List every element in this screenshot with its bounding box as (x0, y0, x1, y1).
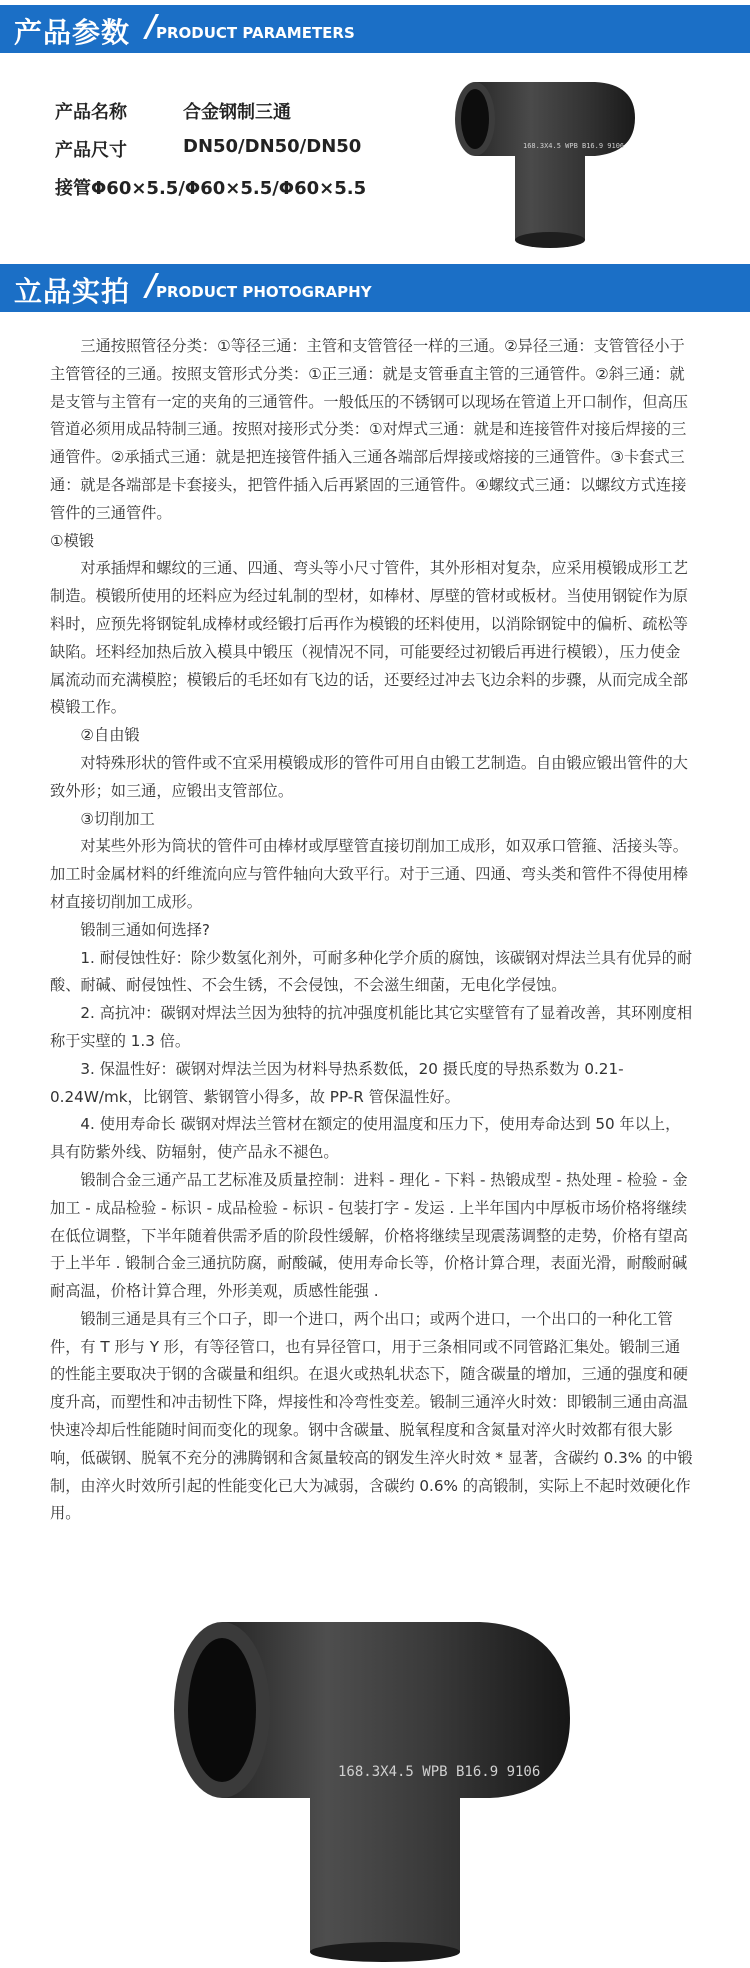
banner-slash: / (146, 268, 157, 303)
paragraph: 1. 耐侵蚀性好：除少数氢化剂外，可耐多种化学介质的腐蚀，该碳钢对焊法兰具有优异的耐酸、耐碱、耐侵蚀性、不会生锈，不会侵蚀，不会滋生细菌，无电化学侵蚀。 (50, 948, 693, 995)
banner-title-cn: 立品实拍 (14, 275, 131, 308)
paragraph: 三通按照管径分类：①等径三通：主管和支管管径一样的三通。②异径三通：支管管径小于主管管径的三通。按照支管形式分类：①正三通：就是支管垂直主管的三通管件。②斜三通：就是支管与主管有一定的夹角的三通管件。一般低压的不锈钢可以现场在管道上开口制作，但高压管道必须用成品特制三通。按照对接形式分类：①对焊式三通：就是和连接管件对接后焊接的三通管件。②承插式三通：就是把连接管件插入三通各端部后焊接或熔接的三通管件。③卡套式三通：就是各端部是卡套接头，把管件插入后再紧固的三通管件。④螺纹式三通：以螺纹方式连接管件的三通管件。 (50, 337, 688, 522)
param-value: DN50/DN50/DN50 (183, 136, 362, 157)
banner-title-en: PRODUCT PHOTOGRAPHY (156, 283, 372, 301)
product-article (50, 333, 694, 1528)
pipe-tee-image-large (160, 1598, 590, 1964)
paragraph: 锻制合金三通产品工艺标准及质量控制：进料 - 理化 - 下料 - 热锻成型 - 热处理 - 检验 - 金加工 - 成品检验 - 标识 - 成品检验 - 标识 - 包装打字 - 发运 . 上半年国内中厚板市场价格将继续在低位调整，下半年随着供需矛盾的阶段性缓解，价格将继续呈现震荡调整的走势，价格有望高于上半年 . 锻制合金三通抗防腐，耐酸碱，使用寿命长等，价格计算合理，表面光滑，耐酸耐碱耐高温，价格计算合理，外形美观，质感性能强 . (50, 1170, 688, 1301)
param-label: 产品名称 (55, 102, 127, 123)
pipe-tee-image-small (445, 68, 655, 248)
subheading: ②自由锻 (80, 726, 140, 745)
subheading: ③切削加工 (80, 809, 155, 828)
paragraph: 4. 使用寿命长 碳钢对焊法兰管材在额定的使用温度和压力下，使用寿命达到 50 年以上，具有防紫外线、防辐射，使产品永不褪色。 (50, 1115, 681, 1162)
subheading: 锻制三通如何选择? (80, 920, 210, 939)
paragraph: 3. 保温性好：碳钢对焊法兰因为材料导热系数低，20 摄氏度的导热系数为 0.21-0.24W/mk，比钢管、紫钢管小得多，故 PP-R 管保温性好。 (50, 1059, 624, 1106)
param-value: 合金钢制三通 (183, 102, 291, 123)
paragraph: 锻制三通是具有三个口子，即一个进口，两个出口；或两个进口，一个出口的一种化工管件，有 T 形与 Y 形，有等径管口，也有异径管口，用于三条相同或不同管路汇集处。锻制三通的性能主要取决于钢的含碳量和组织。在退火或热轧状态下，随含碳量的增加，三通的强度和硬度升高，而塑性和冲击韧性下降，焊接性和冷弯性变差。锻制三通淬火时效：即锻制三通由高温快速冷却后性能随时间而变化的现象。钢中含碳量、脱氧程度和含氮量对淬火时效都有很大影响，低碳钢、脱氧不充分的沸腾钢和含氮量较高的钢发生淬火时效 * 显著，含碳约 0.3% 的中锻制，由淬火时效所引起的性能变化已大为减弱，含碳约 0.6% 的高锻制，实际上不起时效硬化作用。 (50, 1309, 693, 1523)
subheading: ①模锻 (50, 531, 94, 550)
param-label: 产品尺寸 (55, 140, 127, 161)
banner-slash: / (146, 9, 157, 44)
paragraph: 对承插焊和螺纹的三通、四通、弯头等小尺寸管件，其外形相对复杂，应采用模锻成形工艺制造。模锻所使用的坯料应为经过轧制的型材，如棒材、厚壁的管材或板材。当使用钢锭作为原料时，应预先将钢锭轧成棒材或经锻打后再作为模锻的坯料使用，以消除钢锭中的偏析、疏松等缺陷。坯料经加热后放入模具中锻压（视情况不同，可能要经过初锻后再进行模锻），压力使金属流动而充满模腔；模锻后的毛坯如有飞边的话，还要经过冲去飞边余料的步骤，从而完成全部模锻工作。 (50, 559, 688, 717)
tee-marking: 168.3X4.5 WPB B16.9 9106 (338, 1764, 541, 1780)
param-label: 接管Φ60×5.5/Φ60×5.5/Φ60×5.5 (55, 178, 367, 199)
banner-title-en: PRODUCT PARAMETERS (156, 24, 355, 42)
product-photography-banner (0, 264, 750, 312)
banner-title-cn: 产品参数 (14, 16, 131, 49)
product-parameters-banner (0, 5, 750, 53)
paragraph: 对某些外形为筒状的管件可由棒材或厚壁管直接切削加工成形，如双承口管箍、活接头等。加工时金属材料的纤维流向应与管件轴向大致平行。对于三通、四通、弯头类和管件不得使用棒材直接切削加工成形。 (50, 837, 688, 911)
paragraph: 2. 高抗冲：碳钢对焊法兰因为独特的抗冲强度机能比其它实壁管有了显着改善，其环刚度相称于实壁的 1.3 倍。 (50, 1004, 693, 1050)
paragraph: 对特殊形状的管件或不宜采用模锻成形的管件可用自由锻工艺制造。自由锻应锻出管件的大致外形；如三通，应锻出支管部位。 (50, 753, 688, 800)
tee-marking: 168.3X4.5 WPB B16.9 9106 (523, 142, 625, 150)
